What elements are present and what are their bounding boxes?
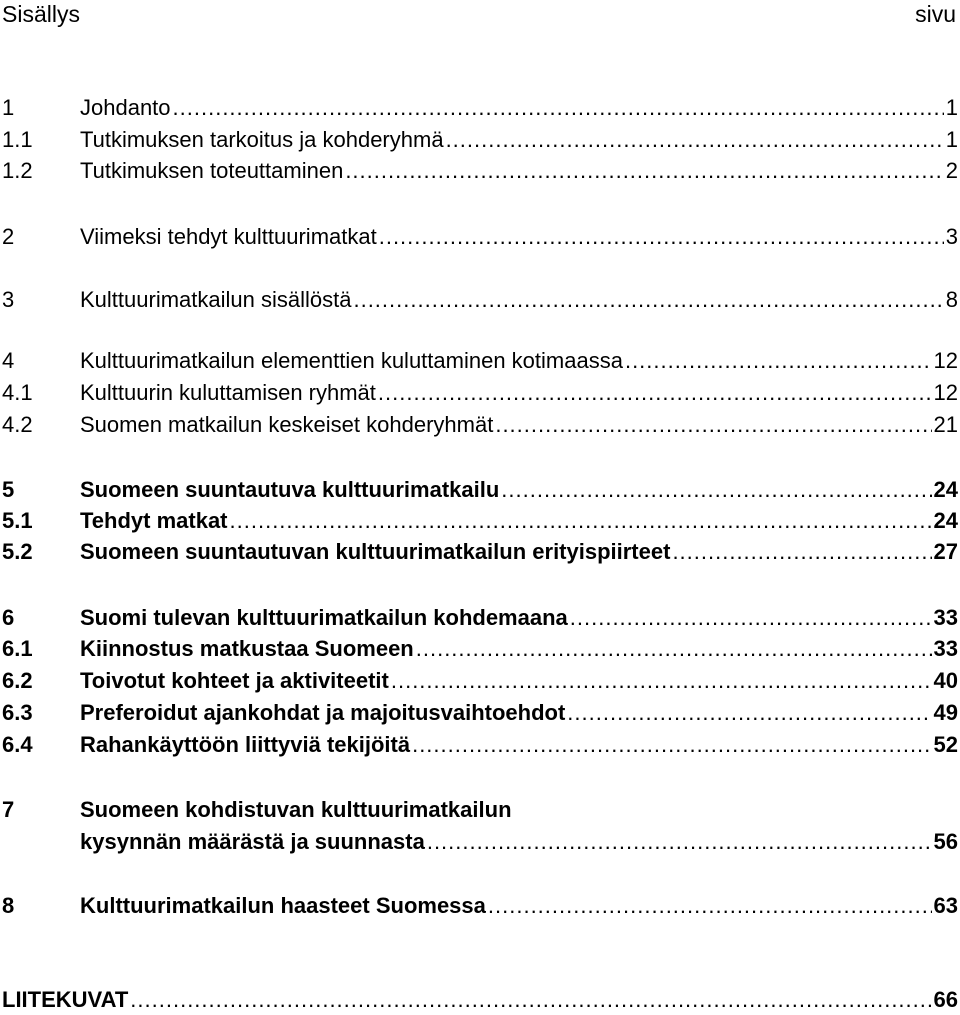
dot-leader (672, 537, 931, 567)
toc-entry-page: 21 (933, 412, 958, 437)
dot-leader (353, 285, 943, 315)
dot-leader (567, 698, 931, 728)
toc-entry-number: 4.2 (2, 412, 33, 437)
dot-leader (416, 634, 932, 664)
toc-entry-title-line1: Suomeen kohdistuvan kulttuurimatkailun (80, 797, 512, 822)
toc-entry-title: Kiinnostus matkustaa Suomeen (80, 636, 414, 661)
toc-entry-page: 33 (933, 636, 958, 661)
toc-entry-number: 6.3 (2, 700, 33, 725)
toc-entry-title: Johdanto (80, 95, 171, 120)
toc-entry-page: 33 (933, 605, 958, 630)
toc-entry-title: Tutkimuksen tarkoitus ja kohderyhmä (80, 127, 444, 152)
toc-entry-title: Suomen matkailun keskeiset kohderyhmät (80, 412, 494, 437)
dot-leader (495, 410, 931, 440)
toc-entry-number: 6.4 (2, 732, 33, 757)
dot-leader (173, 93, 944, 123)
toc-entry-title: Kulttuurin kuluttamisen ryhmät (80, 380, 376, 405)
dot-leader (427, 827, 932, 857)
toc-entry-title: Suomeen suuntautuva kulttuurimatkailu (80, 477, 500, 502)
toc-entry-title: LIITEKUVAT (2, 987, 129, 1012)
page-column-label: sivu (915, 1, 956, 27)
dot-leader (378, 378, 932, 408)
toc-entry-7[interactable] (0, 795, 960, 857)
dot-leader (379, 222, 944, 252)
toc-entry-number: 4 (2, 348, 15, 373)
toc-entry-title: Suomi tulevan kulttuurimatkailun kohdemaana (80, 605, 568, 630)
toc-entry-number: 4.1 (2, 380, 33, 405)
toc-entry-page: 63 (933, 893, 958, 918)
toc-entry-number: 8 (2, 893, 15, 918)
toc-entry-page: 12 (933, 348, 958, 373)
toc-entry-number: 3 (2, 287, 15, 312)
toc-entry-title: Viimeksi tehdyt kulttuurimatkat (80, 224, 377, 249)
toc-entry-title: Rahankäyttöön liittyviä tekijöitä (80, 732, 411, 757)
dot-leader (446, 125, 944, 155)
toc-entry-page: 49 (933, 700, 958, 725)
toc-entry-page: 40 (933, 668, 958, 693)
toc-entry-page: 1 (945, 95, 958, 120)
toc-entry-title: Tehdyt matkat (80, 508, 228, 533)
toc-entry-number: 1.1 (2, 127, 33, 152)
toc-entry-page: 8 (945, 287, 958, 312)
toc-entry-number: 7 (2, 797, 15, 822)
toc-entry-number: 1.2 (2, 158, 33, 183)
dot-leader (625, 346, 932, 376)
toc-entry-page: 24 (933, 477, 958, 502)
toc-entry-title: Suomeen suuntautuvan kulttuurimatkailun erityispiirteet (80, 539, 671, 564)
toc-entry-page: 52 (933, 732, 958, 757)
dot-leader (391, 666, 932, 696)
dot-leader (570, 603, 932, 633)
toc-entry-number: 6.1 (2, 636, 33, 661)
toc-entry-number: 5.1 (2, 508, 33, 533)
toc-entry-page: 1 (945, 127, 958, 152)
toc-entry-title: Kulttuurimatkailun elementtien kuluttaminen kotimaassa (80, 348, 623, 373)
toc-entry-page: 24 (933, 508, 958, 533)
toc-entry-title: Tutkimuksen toteuttaminen (80, 158, 344, 183)
dot-leader (130, 985, 931, 1015)
toc-entry-title: Preferoidut ajankohdat ja majoitusvaihtoehdot (80, 700, 566, 725)
toc-entry-number: 5 (2, 477, 15, 502)
dot-leader (230, 506, 932, 536)
toc-title: Sisällys (2, 1, 80, 27)
toc-entry-number: 6.2 (2, 668, 33, 693)
toc-entry-page: 3 (945, 224, 958, 249)
toc-entry-title: Kulttuurimatkailun sisällöstä (80, 287, 352, 312)
toc-entry-page: 12 (933, 380, 958, 405)
dot-leader (501, 475, 931, 505)
toc-entry-number: 2 (2, 224, 15, 249)
dot-leader (488, 891, 932, 921)
toc-header (0, 0, 960, 30)
toc-entry-title: Toivotut kohteet ja aktiviteetit (80, 668, 389, 693)
dot-leader (345, 156, 943, 186)
toc-entry-number: 1 (2, 95, 15, 120)
toc-entry-number: 6 (2, 605, 15, 630)
toc-entry-title: kysynnän määrästä ja suunnasta (80, 829, 425, 854)
toc-entry-title: Kulttuurimatkailun haasteet Suomessa (80, 893, 486, 918)
toc-entry-page: 2 (945, 158, 958, 183)
dot-leader (412, 730, 931, 760)
toc-entry-page: 56 (933, 829, 958, 854)
toc-entry-page: 27 (933, 539, 958, 564)
toc-entry-page: 66 (933, 987, 958, 1012)
toc-entry-number: 5.2 (2, 539, 33, 564)
